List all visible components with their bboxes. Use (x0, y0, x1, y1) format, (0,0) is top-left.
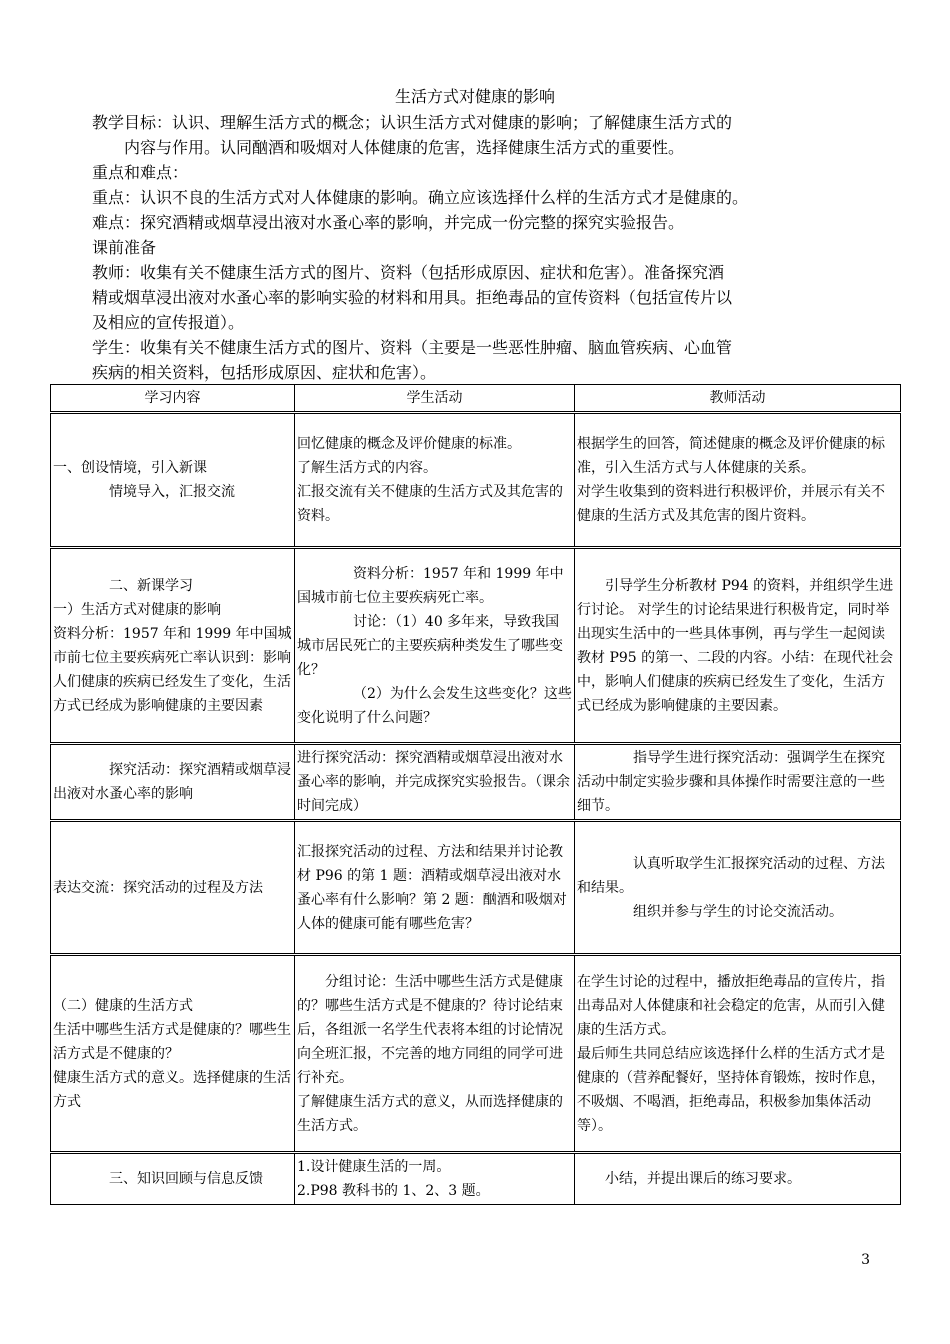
table-row (51, 1153, 901, 1205)
student-text: 了解生活方式的内容。 (297, 460, 437, 476)
content-text: 二、新课学习 (109, 577, 193, 594)
teacher-text: 根据学生的回答，简述健康的概念及评价健康的标准，引入生活方式与人体健康的关系。 (577, 436, 885, 476)
student-text: （2）为什么会发生这些变化？这些变化说明了什么问题？ (297, 685, 572, 726)
difficulty: 难点：探究酒精或烟草浸出液对水蚤心率的影响，并完成一份完整的探究实验报告。 (92, 213, 685, 232)
teacher-cell (575, 413, 901, 548)
teacher-text: 在学生讨论的过程中，播放拒绝毒品的宣传片，指出毒品对人体健康和社会稳定的危害，从而引入健康的生活方式。 (577, 973, 885, 1038)
student-text: 汇报探究活动的过程、方法和结果并讨论教材 P96 的第 1 题：酒精或烟草浸出液对水蚤心率有什么影响？第 2 题：酗酒和吸烟对人体的健康可能有哪些危害？ (297, 843, 567, 932)
teacher-prep-line: 教师：收集有关不健康生活方式的图片、资料（包括形成原因、症状和危害）。准备探究酒 (92, 263, 725, 282)
key-point: 重点：认识不良的生活方式对人体健康的影响。确立应该选择什么样的生活方式才是健康的。 (92, 188, 749, 207)
prep-heading: 课前准备 (92, 238, 157, 257)
student-text: 资料分析：1957 年和 1999 年中国城市前七位主要疾病死亡率。 (297, 565, 564, 606)
header-student: 学生活动 (295, 385, 575, 413)
student-text: 讨论：（1）40 多年来，导致我国城市居民死亡的主要疾病种类发生了哪些变化？ (297, 613, 563, 678)
table-row (51, 548, 901, 744)
content-text: 表达交流：探究活动的过程及方法 (53, 879, 263, 896)
student-cell (295, 1153, 575, 1205)
content-cell (51, 955, 295, 1153)
table-header-row (51, 385, 901, 413)
content-text: 三、知识回顾与信息反馈 (109, 1171, 263, 1187)
teacher-text: 对学生收集到的资料进行积极评价，并展示有关不健康的生活方式及其危害的图片资料。 (577, 484, 885, 524)
intro-section (92, 110, 882, 385)
content-text: 一）生活方式对健康的影响 (53, 601, 221, 618)
table-row (51, 955, 901, 1153)
content-cell (51, 548, 295, 744)
teacher-text: 组织并参与学生的讨论交流活动。 (633, 903, 843, 920)
student-text: 2.P98 教科书的 1、2、3 题。 (297, 1183, 490, 1199)
teacher-cell (575, 821, 901, 955)
teacher-text: 指导学生进行探究活动：强调学生在探究活动中制定实验步骤和具体操作时需要注意的一些细节。 (577, 750, 885, 814)
student-text: 汇报交流有关不健康的生活方式及其危害的资料。 (297, 484, 563, 524)
content-text: 健康生活方式的意义。选择健康的生活方式 (53, 1069, 291, 1110)
student-cell (295, 744, 575, 821)
teacher-cell (575, 955, 901, 1153)
teacher-text: 小结，并提出课后的练习要求。 (605, 1171, 801, 1187)
page-number: 3 (861, 1252, 870, 1268)
student-cell (295, 821, 575, 955)
content-cell (51, 744, 295, 821)
student-cell (295, 548, 575, 744)
header-content: 学习内容 (51, 385, 295, 413)
student-text: 进行探究活动：探究酒精或烟草浸出液对水蚤心率的影响，并完成探究实验报告。（课余时间完成） (297, 750, 570, 814)
content-text: 情境导入，汇报交流 (109, 484, 235, 500)
teacher-prep-line: 精或烟草浸出液对水蚤心率的影响实验的材料和用具。拒绝毒品的宣传资料（包括宣传片以 (92, 288, 733, 307)
teacher-prep-line: 及相应的宣传报道）。 (92, 313, 245, 332)
teacher-cell (575, 548, 901, 744)
table-row (51, 821, 901, 955)
teacher-cell (575, 1153, 901, 1205)
content-text: 探究活动：探究酒精或烟草浸出液对水蚤心率的影响 (53, 762, 291, 802)
student-text: 了解健康生活方式的意义，从而选择健康的生活方式。 (297, 1093, 563, 1134)
content-text: （二）健康的生活方式 (53, 997, 193, 1014)
content-cell (51, 413, 295, 548)
student-prep-line: 学生：收集有关不健康生活方式的图片、资料（主要是一些恶性肿瘤、脑血管疾病、心血管 (92, 338, 733, 357)
teacher-text: 引导学生分析教材 P94 的资料，并组织学生进行讨论。 对学生的讨论结果进行积极肯定，同时举出现实生活中的一些具体事例，再与学生一起阅读教材 P95 的第一、二段的内容。小结：在现代社会中，影响人们健康的疾病已经发生了变化，生活方式已经成为影响健康的主要因素。 (577, 577, 894, 714)
objectives-line: 内容与作用。认同酗酒和吸烟对人体健康的危害，选择健康生活方式的重要性。 (124, 138, 685, 157)
student-prep-line: 疾病的相关资料，包括形成原因、症状和危害）。 (92, 363, 437, 382)
teacher-cell (575, 744, 901, 821)
content-text: 资料分析：1957 年和 1999 年中国城市前七位主要疾病死亡率认识到：影响人们健康的疾病已经发生了变化，生活方式已经成为影响健康的主要因素 (53, 625, 292, 714)
student-cell (295, 413, 575, 548)
student-text: 分组讨论：生活中哪些生活方式是健康的？哪些生活方式是不健康的？待讨论结束后，各组派一名学生代表将本组的讨论情况向全班汇报，不完善的地方同组的同学可进行补充。 (297, 973, 563, 1086)
teacher-text: 最后师生共同总结应该选择什么样的生活方式才是健康的（营养配餐好，坚持体育锻炼，按时作息，不吸烟、不喝酒，拒绝毒品，积极参加集体活动等）。 (577, 1045, 885, 1134)
lesson-table (50, 384, 901, 1205)
content-text: 一、创设情境，引入新课 (53, 460, 207, 476)
objectives-line: 教学目标：认识、理解生活方式的概念；认识生活方式对健康的影响；了解健康生活方式的 (92, 113, 733, 132)
page-title: 生活方式对健康的影响 (394, 87, 555, 106)
student-cell (295, 955, 575, 1153)
table-row (51, 744, 901, 821)
student-text: 1.设计健康生活的一周。 (297, 1159, 451, 1175)
student-text: 回忆健康的概念及评价健康的标准。 (297, 436, 521, 452)
table-row (51, 413, 901, 548)
teacher-text: 认真听取学生汇报探究活动的过程、方法和结果。 (577, 855, 885, 896)
content-cell (51, 1153, 295, 1205)
content-cell (51, 821, 295, 955)
header-teacher: 教师活动 (575, 385, 901, 413)
content-text: 生活中哪些生活方式是健康的？哪些生活方式是不健康的？ (53, 1021, 291, 1062)
key-points-heading: 重点和难点： (92, 163, 189, 182)
